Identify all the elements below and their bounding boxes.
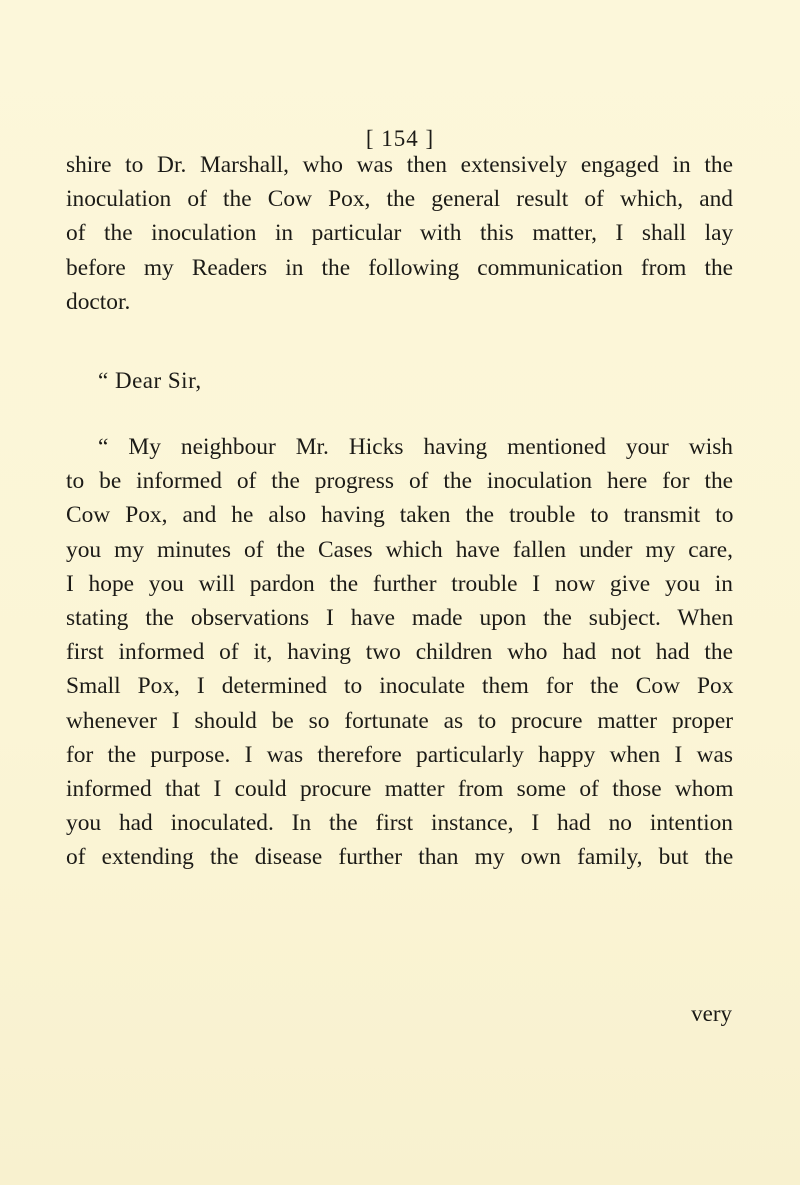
page-number: [ 154 ] [365, 126, 435, 151]
paragraph-intro [66, 148, 733, 319]
text-line: of extending the disease further than my own family, but the [66, 844, 734, 871]
text-line: I hope you will pardon the further trouble I now give you in [66, 570, 733, 597]
paragraph-letter [66, 430, 733, 875]
text-line: of the inoculation in particular with this matter, I shall lay [66, 220, 734, 247]
text-line: stating the observations I have made upon the subject. When [66, 605, 734, 632]
text-line: “ My neighbour Mr. Hicks having mentioned your wish [98, 434, 733, 460]
text-line: shire to Dr. Marshall, who was then extensively engaged in the [66, 152, 733, 178]
text-line: inoculation of the Cow Pox, the general result of which, and [66, 186, 733, 213]
text-line: for the purpose. I was therefore particularly happy when I was [66, 741, 733, 768]
text-line: before my Readers in the following communication from the [66, 254, 734, 281]
text-line: Cow Pox, and he also having taken the trouble to transmit to [66, 502, 734, 529]
text-line: informed that I could procure matter from some of those whom [66, 776, 734, 803]
text-line: whenever I should be so fortunate as to procure matter proper [66, 707, 733, 734]
text-line: you my minutes of the Cases which have fallen under my care, [66, 536, 733, 563]
catchword: very [691, 1001, 732, 1026]
text-line: doctor. [66, 288, 131, 315]
letter-salutation: “ Dear Sir, [98, 368, 202, 393]
text-line: to be informed of the progress of the inoculation here for the [66, 468, 734, 495]
text-line: you had inoculated. In the first instance, I had no intention [66, 810, 733, 837]
text-line: first informed of it, having two children who had not had the [66, 639, 733, 666]
text-line: Small Pox, I determined to inoculate them for the Cow Pox [66, 673, 734, 700]
